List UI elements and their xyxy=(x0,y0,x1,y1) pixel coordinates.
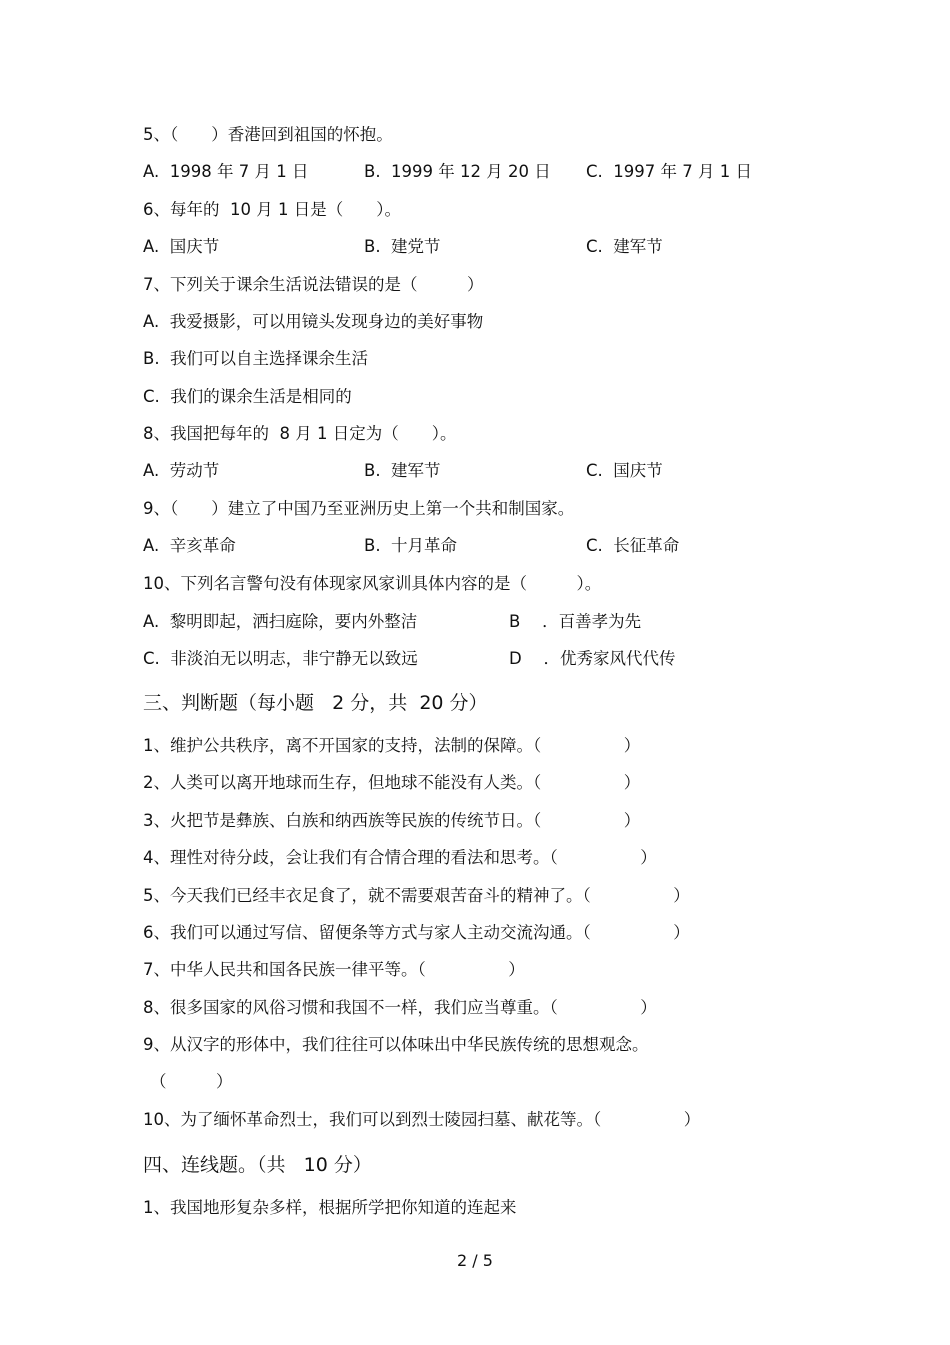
judgment-item: 7、中华人民共和国各民族一律平等。（ ） xyxy=(143,960,525,979)
option-b: B. 十月革命 xyxy=(364,536,458,555)
option-a: A. 我爱摄影，可以用镜头发现身边的美好事物 xyxy=(143,312,484,331)
page-number: 2 / 5 xyxy=(457,1251,493,1270)
option-a: A. 劳动节 xyxy=(143,461,220,480)
judgment-item: 3、火把节是彝族、白族和纳西族等民族的传统节日。（ ） xyxy=(143,811,641,830)
option-d: D ．优秀家风代代传 xyxy=(509,649,676,668)
option-b: B. 1999 年 12 月 20 日 xyxy=(364,162,551,181)
answer-blank: （ ） xyxy=(150,1072,233,1091)
question-stem: 9、（ ）建立了中国乃至亚洲历史上第一个共和制国家。 xyxy=(143,499,575,518)
question-stem: 5、（ ）香港回到祖国的怀抱。 xyxy=(143,125,393,144)
judgment-item: 5、今天我们已经丰衣足食了，就不需要艰苦奋斗的精神了。（ ） xyxy=(143,886,690,905)
judgment-item: 9、从汉字的形体中，我们往往可以体味出中华民族传统的思想观念。 xyxy=(143,1035,649,1054)
option-a: A. 国庆节 xyxy=(143,237,220,256)
question-stem: 7、下列关于课余生活说法错误的是（ ） xyxy=(143,275,484,294)
option-a: A. 辛亥革命 xyxy=(143,536,236,555)
question-stem: 10、下列名言警句没有体现家风家训具体内容的是（ ）。 xyxy=(143,574,602,593)
option-c: C. 我们的课余生活是相同的 xyxy=(143,387,352,406)
option-c: C. 1997 年 7 月 1 日 xyxy=(586,162,752,181)
option-a: A. 黎明即起，洒扫庭除，要内外整洁 xyxy=(143,612,418,631)
option-c: C. 非淡泊无以明志，非宁静无以致远 xyxy=(143,649,418,668)
section-heading: 三、判断题（每小题 2 分，共 20 分） xyxy=(143,692,488,714)
question-stem: 8、我国把每年的 8 月 1 日定为（ ）。 xyxy=(143,424,457,443)
judgment-item: 2、人类可以离开地球而生存，但地球不能没有人类。（ ） xyxy=(143,773,641,792)
option-b: B. 建党节 xyxy=(364,237,441,256)
option-c: C. 建军节 xyxy=(586,237,663,256)
judgment-item: 10、为了缅怀革命烈士，我们可以到烈士陵园扫墓、献花等。（ ） xyxy=(143,1110,701,1129)
judgment-item: 6、我们可以通过写信、留便条等方式与家人主动交流沟通。（ ） xyxy=(143,923,690,942)
option-b: B. 我们可以自主选择课余生活 xyxy=(143,349,369,368)
option-b: B ．百善孝为先 xyxy=(509,612,642,631)
matching-item: 1、我国地形复杂多样，根据所学把你知道的连起来 xyxy=(143,1198,517,1217)
judgment-item: 1、维护公共秩序，离不开国家的支持，法制的保障。（ ） xyxy=(143,736,641,755)
judgment-item: 8、很多国家的风俗习惯和我国不一样，我们应当尊重。（ ） xyxy=(143,998,657,1017)
question-stem: 6、每年的 10 月 1 日是（ ）。 xyxy=(143,200,401,219)
option-b: B. 建军节 xyxy=(364,461,441,480)
option-c: C. 国庆节 xyxy=(586,461,663,480)
judgment-item: 4、理性对待分歧，会让我们有合情合理的看法和思考。（ ） xyxy=(143,848,657,867)
section-heading: 四、连线题。（共 10 分） xyxy=(143,1154,372,1176)
option-a: A. 1998 年 7 月 1 日 xyxy=(143,162,309,181)
option-c: C. 长征革命 xyxy=(586,536,680,555)
